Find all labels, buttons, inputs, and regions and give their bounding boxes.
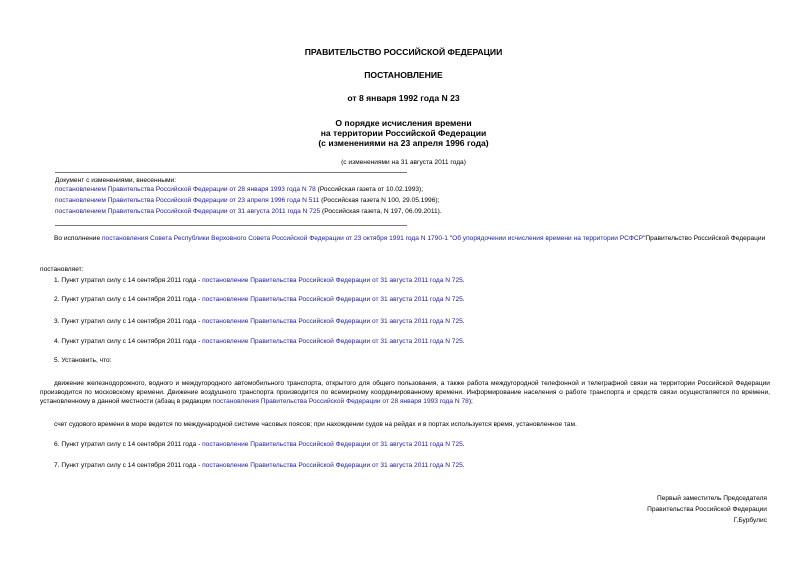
top-divider bbox=[55, 172, 407, 173]
lapsed-item: 7. Пункт утратил силу с 14 сентября 2011 года - постановление Правительства Российской Федерации от 31 августа 2011 года N 725. bbox=[54, 462, 465, 469]
signature-name: Г.Бурбулис bbox=[733, 517, 767, 524]
amendment-link[interactable]: постановлением Правительства Российской Федерации от 23 апреля 1996 года N 511 bbox=[55, 197, 320, 204]
amendments-intro: Документ с изменениями, внесенными: bbox=[55, 177, 177, 184]
amendment-item: постановлением Правительства Российской Федерации от 23 апреля 1996 года N 511 (Российская газета N 100, 29.05.1996); bbox=[55, 197, 440, 204]
paragraph-amendment-link[interactable]: постановления Правительства Российской Федерации от 28 января 1993 года N 78 bbox=[212, 398, 469, 406]
issuing-authority: ПРАВИТЕЛЬСТВО РОССИЙСКОЙ ФЕДЕРАЦИИ bbox=[304, 47, 503, 57]
document-type: ПОСТАНОВЛЕНИЕ bbox=[364, 70, 443, 80]
resolution-title-link[interactable]: Об упорядочении исчисления времени на территории РСФСР bbox=[452, 235, 644, 242]
resolves-label: постановляет: bbox=[40, 266, 84, 273]
lapsed-link[interactable]: постановление Правительства Российской Федерации от 31 августа 2011 года N 725 bbox=[202, 277, 463, 284]
lapsed-item: 6. Пункт утратил силу с 14 сентября 2011 года - постановление Правительства Российской Федерации от 31 августа 2011 года N 725. bbox=[54, 441, 465, 448]
document-title-line-1: О порядке исчисления времени bbox=[335, 118, 472, 128]
lapsed-item: 1. Пункт утратил силу с 14 сентября 2011 года - постановление Правительства Российской Федерации от 31 августа 2011 года N 725. bbox=[54, 277, 465, 284]
signature-org: Правительства Российской Федерации bbox=[647, 506, 767, 513]
lapsed-item: 2. Пункт утратил силу с 14 сентября 2011 года - постановление Правительства Российской Федерации от 31 августа 2011 года N 725. bbox=[54, 296, 465, 303]
document-date-number: от 8 января 1992 года N 23 bbox=[347, 93, 460, 103]
amendment-item: постановлением Правительства Российской Федерации от 31 августа 2011 года N 725 (Российская газета, N 197, 06.09.2011). bbox=[55, 208, 442, 215]
signature-title: Первый заместитель Председателя bbox=[656, 495, 767, 502]
lapsed-link[interactable]: постановление Правительства Российской Федерации от 31 августа 2011 года N 725 bbox=[202, 441, 463, 448]
resolution-link[interactable]: постановления Совета Республики Верховного Совета Российской Федерации от 23 октября 1991 года N 1790-1 bbox=[101, 235, 448, 242]
lapsed-link[interactable]: постановление Правительства Российской Федерации от 31 августа 2011 года N 725 bbox=[202, 296, 463, 303]
lapsed-link[interactable]: постановление Правительства Российской Федерации от 31 августа 2011 года N 725 bbox=[202, 318, 463, 325]
document-title-line-2: на территории Российской Федерации bbox=[320, 128, 487, 138]
lapsed-item: 3. Пункт утратил силу с 14 сентября 2011 года - постановление Правительства Российской Федерации от 31 августа 2011 года N 725. bbox=[54, 318, 465, 325]
changes-note: (с изменениями на 31 августа 2011 года) bbox=[341, 159, 466, 166]
amendment-link[interactable]: постановлением Правительства Российской Федерации от 31 августа 2011 года N 725 bbox=[55, 208, 321, 215]
paragraph-time-rules: движение железнодорожного, водного и междугородного автомобильного транспорта, открытого для общего пользования, а также работа междугородной телефонной и телеграфной связи на территории Российской Федерации производится по московскому времени. Движение воздушного транспорта производится по всемирному координированному времени. Информирование населения о работе транспорта и средств связи осуществляется по времени, установленному в данной местности (абзац в редакции постановления Правительства Российской Федерации от 28 января 1993 года N 78); bbox=[40, 380, 770, 406]
lapsed-link[interactable]: постановление Правительства Российской Федерации от 31 августа 2011 года N 725 bbox=[202, 338, 463, 345]
paragraph-ship-time: счет судового времени в море ведется по международной системе часовых поясов; при нахождении судов на рейдах и в портах используется время, установленное там. bbox=[54, 421, 577, 428]
document-title-line-3: (с изменениями на 23 апреля 1996 года) bbox=[318, 138, 489, 148]
lapsed-link[interactable]: постановление Правительства Российской Федерации от 31 августа 2011 года N 725 bbox=[202, 462, 463, 469]
amendment-link[interactable]: постановлением Правительства Российской Федерации от 28 января 1993 года N 78 bbox=[55, 186, 316, 193]
lapsed-item: 4. Пункт утратил силу с 14 сентября 2011 года - постановление Правительства Российской Федерации от 31 августа 2011 года N 725. bbox=[54, 338, 465, 345]
preamble: Во исполнение постановления Совета Республики Верховного Совета Российской Федерации от 23 октября 1991 года N 1790-1 "Об упорядочении исчисления времени на территории РСФСР"Правительство Российской Федерации bbox=[54, 235, 766, 242]
amendment-item: постановлением Правительства Российской Федерации от 28 января 1993 года N 78 (Российская газета от 10.02.1993); bbox=[55, 186, 424, 193]
bottom-divider bbox=[55, 225, 407, 226]
item-5-heading: 5. Установить, что: bbox=[54, 357, 112, 364]
